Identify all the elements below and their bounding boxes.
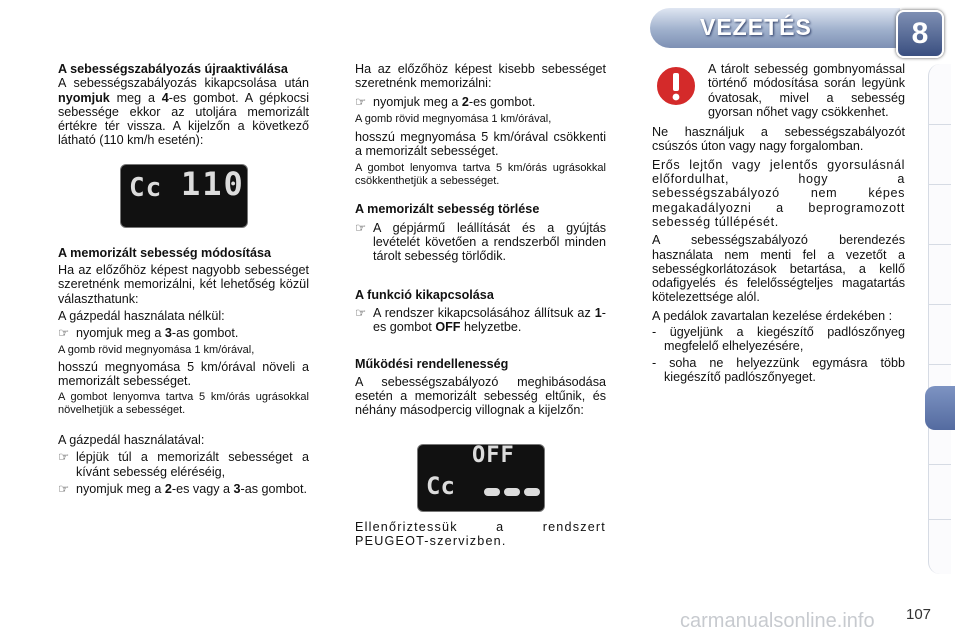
pointing-hand-icon: ☞ <box>58 450 70 465</box>
paragraph-service: Ellenőriztessük a rendszert PEUGEOT-szervizben. <box>355 519 606 549</box>
paragraph-without-pedal: A gázpedál használata nélkül: <box>58 308 225 323</box>
pointing-hand-icon: ☞ <box>58 482 70 497</box>
bullet-delete-info: ☞ A gépjármű leállítását és a gyújtás levételét követően a rendszerből minden tárolt sebesség törlődik. <box>355 220 606 264</box>
column-3 <box>652 62 905 384</box>
tab-divider <box>929 124 951 125</box>
dash-segment-icon <box>504 488 520 496</box>
page-header <box>0 0 960 58</box>
paragraph-long-press-2: hosszú megnyomása 5 km/órával csökkenti a memorizált sebességet. <box>355 129 606 159</box>
pointing-hand-icon: ☞ <box>355 305 367 320</box>
pointing-hand-icon: ☞ <box>355 94 367 109</box>
tab-divider <box>929 304 951 305</box>
page-number: 107 <box>906 606 932 623</box>
bullet-press-2-or-3: ☞ nyomjuk meg a 2-es vagy a 3-as gombot. <box>58 482 308 497</box>
note-short-press-2: A gomb rövid megnyomása 1 km/órával, <box>355 112 552 125</box>
tab-divider <box>929 464 951 465</box>
heading-switch-off: A funkció kikapcsolása <box>355 287 494 302</box>
section-title: VEZETÉS <box>700 14 812 40</box>
heading-malfunction: Működési rendellenesség <box>355 356 509 371</box>
paragraph-modify-intro: Ha az előzőhöz képest nagyobb sebességet szeretnénk memorizálni, két lehetőség közül választhatunk: <box>58 263 309 306</box>
display-cc-label: Cc <box>426 471 455 500</box>
tab-divider <box>929 519 951 520</box>
paragraph-slippery-road: Ne használjuk a sebességszabályozót csúszós úton vagy nagy forgalomban. <box>652 125 905 154</box>
paragraph-malfunction: A sebességszabályozó meghibásodása esetén a memorizált sebesség eltűnik, és néhány másodpercig villognak a kijelzőn: <box>355 374 606 418</box>
watermark: carmanualsonline.info <box>680 610 875 632</box>
speed-display-off <box>417 444 545 512</box>
paragraph-lower-speed: Ha az előzőhöz képest kisebb sebességet szeretnénk memorizálni: <box>355 62 606 91</box>
pointing-hand-icon: ☞ <box>355 220 367 235</box>
tab-divider <box>929 244 951 245</box>
tab-divider <box>929 364 951 365</box>
column-1 <box>58 62 309 496</box>
dash-item-no-stacking: - soha ne helyezzünk egymásra több kiegészítő padlószőnyeget. <box>652 355 905 384</box>
bullet-press-2: ☞ nyomjuk meg a 2-es gombot. <box>355 94 536 109</box>
heading-modify: A memorizált sebesség módosítása <box>58 245 272 260</box>
exclamation-warning-icon <box>654 64 698 108</box>
dash-segment-icon <box>484 488 500 496</box>
paragraph-with-pedal: A gázpedál használatával: <box>58 433 205 448</box>
heading-delete: A memorizált sebesség törlése <box>355 202 540 217</box>
chapter-number-badge: 8 <box>896 10 944 58</box>
display-speed-value: 110 <box>181 164 245 203</box>
note-short-press: A gomb rövid megnyomása 1 km/órával, <box>58 343 255 356</box>
display-off-label: OFF <box>472 442 515 468</box>
chapter-tab-strip <box>928 64 951 574</box>
pointing-hand-icon: ☞ <box>58 326 70 341</box>
bullet-switch-off: ☞ A rendszer kikapcsolásához állítsuk az 1-es gombot OFF helyzetbe. <box>355 305 606 335</box>
paragraph-pedals: A pedálok zavartalan kezelése érdekében : <box>652 308 893 323</box>
paragraph-steep-slope: Erős lejtőn vagy jelentős gyorsulásnál előfordulhat, hogy a sebességszabályozó nem képes megakadályozni a beprogramozott sebesség túllépését. <box>652 157 905 229</box>
tab-divider <box>929 184 951 185</box>
paragraph-reactivation: A sebességszabályozás kikapcsolása után nyomjuk meg a 4-es gombot. A gépkocsi sebessége ekkor az utoljára memorizált értékre tér vissza. A kijelzőn a következő látható (110 km/h esetén): <box>58 76 309 148</box>
bullet-press-3: ☞ nyomjuk meg a 3-as gombot. <box>58 326 239 341</box>
note-hold-press-2: A gombot lenyomva tartva 5 km/órás ugrásokkal csökkenthetjük a sebességet. <box>355 162 606 188</box>
display-cc-label: Cc <box>129 172 163 203</box>
dash-item-floor-mat: - ügyeljünk a kiegészítő padlószőnyeg megfelelő elhelyezésére, <box>652 325 905 354</box>
column-2 <box>355 62 606 548</box>
active-chapter-tab <box>925 386 955 430</box>
warning-text: A tárolt sebesség gombnyomással történő módosítása során legyünk óvatosak, mivel a sebesség gyorsan nőhet vagy csökkenhet. <box>708 62 905 119</box>
dash-segment-icon <box>524 488 540 496</box>
heading-reactivation: A sebességszabályozás újraaktiválása <box>58 62 288 76</box>
note-hold-press: A gombot lenyomva tartva 5 km/órás ugrásokkal növelhetjük a sebességet. <box>58 391 309 417</box>
paragraph-driver-responsibility: A sebességszabályozó berendezés használata nem menti fel a vezetőt a sebességkorlátozások betartása, a kellő odafigyelés és felelősségteljes magatartás kötelezettsége alól. <box>652 233 905 305</box>
bullet-exceed-speed: ☞ lépjük túl a memorizált sebességet a kívánt sebesség eléréséig, <box>58 450 309 479</box>
speed-display-110 <box>120 164 248 228</box>
paragraph-long-press: hosszú megnyomása 5 km/órával növeli a memorizált sebességet. <box>58 359 309 388</box>
